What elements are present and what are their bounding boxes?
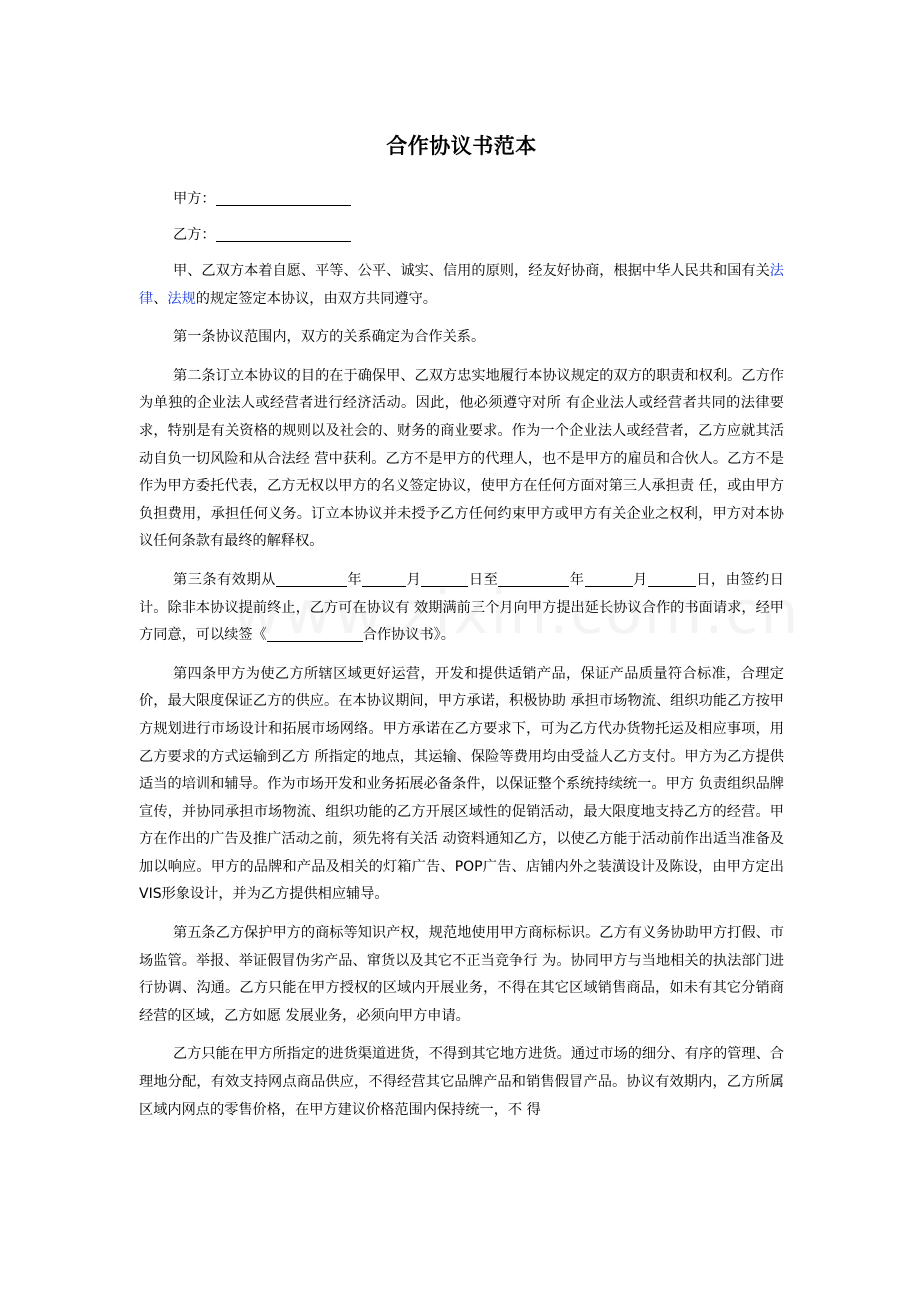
intro-text-1: 甲、乙双方本着自愿、平等、公平、诚实、信用的原则，经友好协商，根据中华人民共和国有关	[173, 263, 770, 279]
pop-term: POP	[454, 858, 483, 875]
article-4-text-3: 形象设计，并为乙方提供相应辅导。	[161, 886, 389, 903]
party-b-line	[139, 222, 784, 248]
article-3-month-2: 月	[632, 571, 648, 588]
article-2: 第二条订立本协议的目的在于确保甲、乙双方忠实地履行本协议规定的双方的职责和权利。乙方作为单独的企业法人或经营者进行经济活动。因此，他必须遵守对所 有企业法人或经营者共同的法律要求，特别是有关资格的规则以及社会的、财务的商业要求。作为一个企业法人或经营者，乙方应就其活动自负一切风险和从合法经 营中获利。乙方不是甲方的代理人，也不是甲方的雇员和合伙人。乙方不是作为甲方委托代表，乙方无权以甲方的名义签定协议，使甲方在任何方面对第三人承担责 任，或由甲方负担费用，承担任何义务。订立本协议并未授予乙方任何约束甲方或甲方有关企业之权利，甲方对本协议任何条款有最终的解释权。	[139, 367, 784, 550]
article-3-day-1: 日至	[468, 571, 499, 588]
agreement-name-blank	[267, 625, 363, 642]
article-3-month-1: 月	[406, 571, 422, 588]
article-4-text-2: 广告、店铺内外之装潢设计及陈设，由甲方定出	[482, 858, 784, 875]
article-4	[139, 661, 784, 909]
article-4-text-1: 第四条甲方为使乙方所辖区域更好运营，开发和提供适销产品，保证产品质量符合标准，合理定价，最大限度保证乙方的供应。在本协议期间，甲方承诺，积极协助 承担市场物流、组织功能乙方按甲方规划进行市场设计和拓展市场网络。甲方承诺在乙方要求下，可为乙方代办货物托运及相应事项，用乙方要求的方式运输到乙方 所指定的地点，其运输、保险等费用均由受益人乙方支付。甲方为乙方提供适当的培训和辅导。作为市场开发和业务拓展必备条件，以保证整个系统持续统一。甲方 负责组织品牌宣传，并协同承担市场物流、组织功能的乙方开展区域性的促销活动，最大限度地支持乙方的经营。甲方在作出的广告及推广活动之前，须先将有关活 动资料通知乙方，以使乙方能于活动前作出适当准备及加以响应。甲方的品牌和产品及相关的灯箱广告、	[139, 665, 784, 875]
article-3-year-1: 年	[346, 571, 363, 588]
document-title: 合作协议书范本	[386, 133, 537, 158]
party-b-label: 乙方：	[173, 227, 216, 243]
party-a-line	[139, 186, 784, 212]
article-3-year-2: 年	[569, 571, 585, 588]
start-month-blank	[362, 570, 406, 587]
article-1: 第一条协议范围内，双方的关系确定为合作关系。	[173, 329, 486, 346]
article-3-day-2: 日，由签约日计。除非本协议提前终止，乙方可在协议有 效期满前三个月向甲方提出延长协议合作的书面请求，经甲方同意，可以续签《	[139, 571, 784, 644]
paragraph-last: 乙方只能在甲方所指定的进货渠道进货，不得到其它地方进货。通过市场的细分、有序的管理、合 理地分配，有效支持网点商品供应，不得经营其它品牌产品和销售假冒产品。协议有效期内，乙方所属区域内网点的零售价格，在甲方建议价格范围内保持统一，不 得	[139, 1046, 784, 1118]
party-b-blank	[216, 224, 351, 242]
start-day-blank	[421, 570, 468, 587]
end-month-blank	[585, 570, 633, 587]
start-year-blank	[276, 570, 347, 587]
vis-term: VIS	[139, 886, 162, 903]
document-page	[139, 0, 784, 1124]
end-year-blank	[498, 570, 569, 587]
intro-text-2: 的规定签定本协议，由双方共同遵守。	[195, 290, 437, 307]
law-link[interactable]: 法律	[139, 263, 784, 307]
intro-paragraph	[139, 258, 784, 313]
article-3-text-end: 合作协议书》。	[362, 627, 455, 644]
party-a-label: 甲方：	[173, 191, 216, 207]
party-a-blank	[216, 188, 351, 206]
intro-separator: 、	[153, 290, 168, 307]
article-5: 第五条乙方保护甲方的商标等知识产权，规范地使用甲方商标标识。乙方有义务协助甲方打假、市场监管。举报、举证假冒伪劣产品、窜货以及其它不正当竞争行 为。协同甲方与当地相关的执法部门进行协调、沟通。乙方只能在甲方授权的区域内开展业务，不得在其它区域销售商品，如未有其它分销商经营的区域，乙方如愿 发展业务，必须向甲方申请。	[139, 925, 784, 1024]
article-3-text-1: 第三条有效期从	[173, 571, 276, 588]
article-3	[139, 567, 784, 650]
end-day-blank	[648, 570, 696, 587]
regulation-link[interactable]: 法规	[167, 290, 196, 307]
